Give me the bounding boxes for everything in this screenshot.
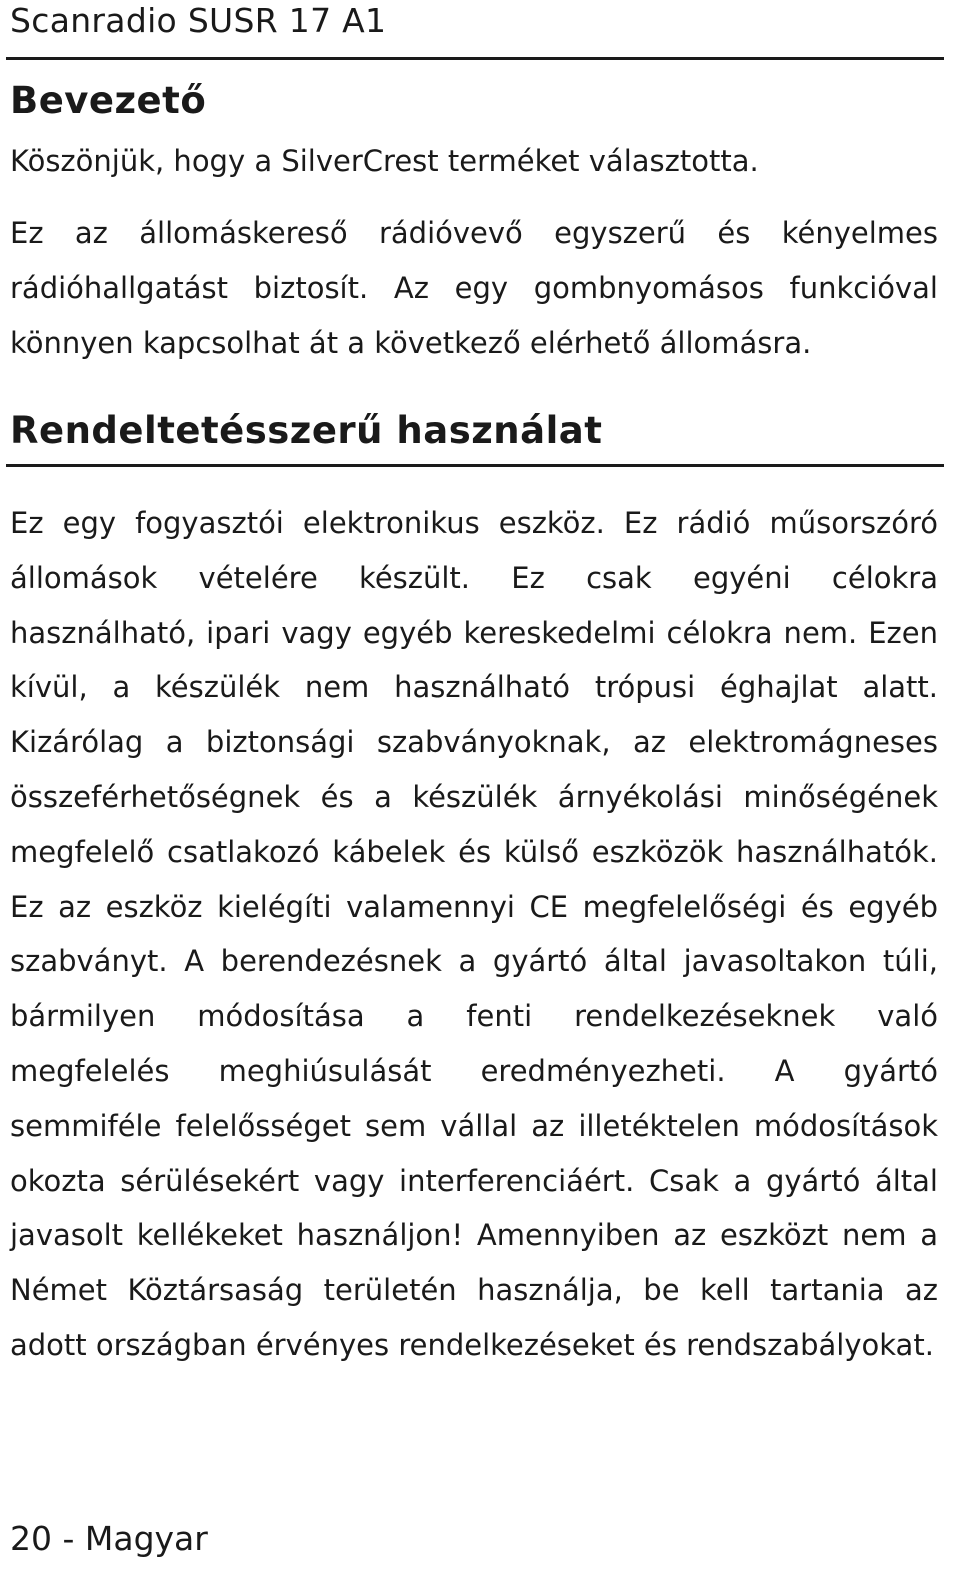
section-heading-introduction: Bevezető [10,79,207,122]
page-header-title: Scanradio SUSR 17 A1 [10,1,387,40]
intro-paragraph-thanks: Köszönjük, hogy a SilverCrest terméket választotta. [10,144,759,178]
header-divider [6,57,944,60]
section-divider [6,464,944,467]
page-footer: 20 - Magyar [10,1519,208,1558]
intended-use-paragraph: Ez egy fogyasztói elektronikus eszköz. Ez rádió műsorszóró állomások vételére készült. Ez csak egyéni célokra használható, ipari vagy egyéb kereskedelmi célokra nem. Ezen kívül, a készülék nem használható trópusi éghajlat alatt. Kizárólag a biztonsági szabványoknak, az elektromágneses összeférhetőségnek és a készülék árnyékolási minőségének megfelelő csatlakozó kábelek és külső eszközök használhatók. Ez az eszköz kielégíti valamennyi CE megfelelőségi és egyéb szabványt. A berendezésnek a gyártó által javasoltakon túli, bármilyen módosítása a fenti rendelkezéseknek való megfelelés meghiúsulását eredményezheti. A gyártó semmiféle felelősséget sem vállal az illetéktelen módosítások okozta sérülésekért vagy interferenciáért. Csak a gyártó által javasolt kellékeket használjon! Amennyiben az eszközt nem a Német Köztársaság területén használja, be kell tartania az adott országban érvényes rendelkezéseket és rendszabályokat. [10,506,938,1362]
intro-paragraph-description: Ez az állomáskereső rádióvevő egyszerű és kényelmes rádióhallgatást biztosít. Az egy gombnyomásos funkcióval könnyen kapcsolhat át a következő elérhető állomásra. [10,216,938,360]
section-heading-intended-use: Rendeltetésszerű használat [10,409,603,452]
